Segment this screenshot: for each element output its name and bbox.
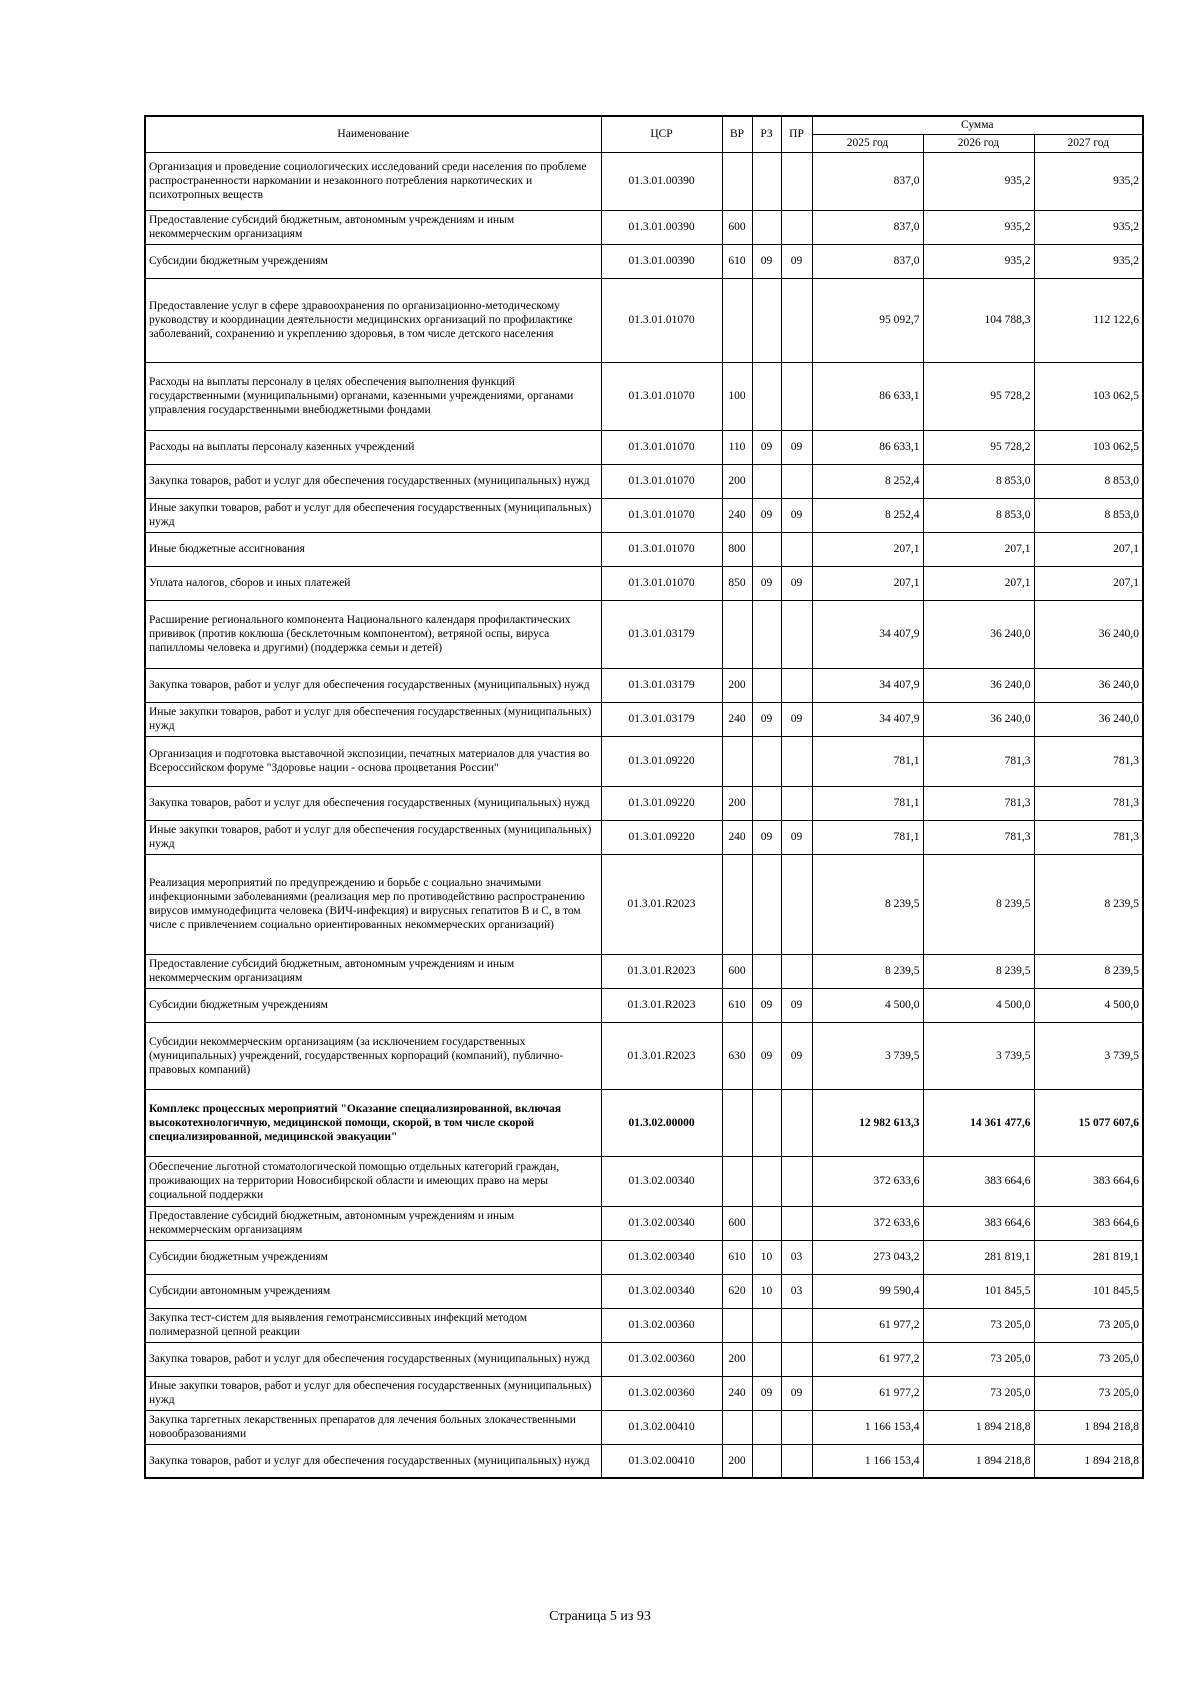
table-row (145, 1240, 1143, 1274)
cell-pr (781, 1089, 812, 1156)
cell-2025: 34 407,9 (812, 702, 923, 736)
cell-csr: 01.3.01.01070 (601, 430, 722, 464)
cell-rz (752, 464, 781, 498)
cell-csr: 01.3.01.R2023 (601, 988, 722, 1022)
header-pr: ПР (781, 116, 812, 152)
cell-vr: 610 (722, 988, 752, 1022)
cell-pr (781, 278, 812, 362)
cell-rz: 10 (752, 1274, 781, 1308)
cell-vr (722, 1308, 752, 1342)
cell-rz: 09 (752, 1376, 781, 1410)
cell-vr (722, 736, 752, 786)
budget-table (144, 115, 1144, 1479)
cell-csr: 01.3.01.00390 (601, 244, 722, 278)
table-header (145, 116, 1143, 152)
cell-2027: 383 664,6 (1034, 1156, 1143, 1206)
cell-name: Предоставление субсидий бюджетным, автономным учреждениям и иным некоммерческим организациям (145, 1206, 601, 1240)
table-row (145, 362, 1143, 430)
cell-vr: 850 (722, 566, 752, 600)
cell-2027: 73 205,0 (1034, 1308, 1143, 1342)
cell-pr: 03 (781, 1274, 812, 1308)
cell-vr (722, 600, 752, 668)
table-row (145, 1206, 1143, 1240)
cell-rz (752, 1308, 781, 1342)
cell-2025: 3 739,5 (812, 1022, 923, 1089)
cell-name: Расходы на выплаты персоналу в целях обеспечения выполнения функций государственными (муниципальными) органами, казенными учреждениями, органами управления государственными внебюджетными фондами (145, 362, 601, 430)
cell-rz (752, 1089, 781, 1156)
cell-pr: 09 (781, 1022, 812, 1089)
cell-rz (752, 786, 781, 820)
cell-csr: 01.3.02.00340 (601, 1240, 722, 1274)
cell-name: Субсидии автономным учреждениям (145, 1274, 601, 1308)
table-row (145, 668, 1143, 702)
table-row (145, 1444, 1143, 1478)
cell-2026: 3 739,5 (923, 1022, 1034, 1089)
cell-2027: 281 819,1 (1034, 1240, 1143, 1274)
table-row (145, 600, 1143, 668)
cell-rz (752, 278, 781, 362)
cell-name: Субсидии бюджетным учреждениям (145, 988, 601, 1022)
cell-pr (781, 954, 812, 988)
cell-vr: 600 (722, 210, 752, 244)
cell-csr: 01.3.02.00000 (601, 1089, 722, 1156)
cell-vr (722, 1410, 752, 1444)
cell-2026: 207,1 (923, 566, 1034, 600)
cell-2026: 935,2 (923, 152, 1034, 210)
cell-pr (781, 1410, 812, 1444)
cell-vr: 800 (722, 532, 752, 566)
cell-2025: 95 092,7 (812, 278, 923, 362)
cell-vr: 240 (722, 820, 752, 854)
cell-csr: 01.3.01.03179 (601, 668, 722, 702)
cell-csr: 01.3.01.03179 (601, 600, 722, 668)
table-row (145, 736, 1143, 786)
table-row (145, 854, 1143, 954)
cell-2026: 104 788,3 (923, 278, 1034, 362)
cell-2026: 8 239,5 (923, 854, 1034, 954)
cell-csr: 01.3.01.01070 (601, 498, 722, 532)
cell-2025: 61 977,2 (812, 1308, 923, 1342)
header-rz: РЗ (752, 116, 781, 152)
cell-pr: 09 (781, 1376, 812, 1410)
cell-2025: 4 500,0 (812, 988, 923, 1022)
cell-rz (752, 1444, 781, 1478)
cell-pr: 03 (781, 1240, 812, 1274)
cell-2026: 36 240,0 (923, 668, 1034, 702)
cell-2026: 781,3 (923, 820, 1034, 854)
cell-rz: 10 (752, 1240, 781, 1274)
cell-2025: 34 407,9 (812, 668, 923, 702)
header-year-2027: 2027 год (1034, 134, 1143, 152)
cell-vr: 240 (722, 498, 752, 532)
cell-name: Закупка товаров, работ и услуг для обеспечения государственных (муниципальных) нужд (145, 786, 601, 820)
cell-rz (752, 532, 781, 566)
cell-2025: 8 252,4 (812, 498, 923, 532)
cell-name: Комплекс процессных мероприятий "Оказание специализированной, включая высокотехнологичную, медицинской помощи, скорой, в том числе скорой специализированной, медицинской эвакуации" (145, 1089, 601, 1156)
cell-name: Предоставление субсидий бюджетным, автономным учреждениям и иным некоммерческим организациям (145, 954, 601, 988)
table-row (145, 532, 1143, 566)
cell-rz (752, 152, 781, 210)
cell-csr: 01.3.01.R2023 (601, 954, 722, 988)
cell-2026: 73 205,0 (923, 1376, 1034, 1410)
cell-csr: 01.3.02.00360 (601, 1308, 722, 1342)
cell-pr (781, 786, 812, 820)
cell-name: Иные закупки товаров, работ и услуг для обеспечения государственных (муниципальных) нужд (145, 1376, 601, 1410)
cell-2026: 781,3 (923, 786, 1034, 820)
cell-vr: 600 (722, 1206, 752, 1240)
cell-csr: 01.3.01.01070 (601, 532, 722, 566)
cell-vr (722, 854, 752, 954)
cell-2027: 1 894 218,8 (1034, 1444, 1143, 1478)
cell-rz: 09 (752, 566, 781, 600)
cell-2025: 61 977,2 (812, 1342, 923, 1376)
cell-vr: 200 (722, 464, 752, 498)
cell-rz (752, 854, 781, 954)
cell-2025: 781,1 (812, 786, 923, 820)
cell-rz (752, 1342, 781, 1376)
cell-rz (752, 1410, 781, 1444)
cell-rz: 09 (752, 430, 781, 464)
table-row (145, 464, 1143, 498)
cell-name: Иные закупки товаров, работ и услуг для обеспечения государственных (муниципальных) нужд (145, 498, 601, 532)
cell-2025: 1 166 153,4 (812, 1444, 923, 1478)
cell-2025: 781,1 (812, 736, 923, 786)
cell-2027: 8 853,0 (1034, 498, 1143, 532)
cell-2027: 207,1 (1034, 532, 1143, 566)
cell-2027: 36 240,0 (1034, 668, 1143, 702)
cell-name: Закупка товаров, работ и услуг для обеспечения государственных (муниципальных) нужд (145, 1342, 601, 1376)
cell-2025: 99 590,4 (812, 1274, 923, 1308)
cell-name: Закупка таргетных лекарственных препаратов для лечения больных злокачественными новообразованиями (145, 1410, 601, 1444)
cell-2027: 781,3 (1034, 820, 1143, 854)
cell-2027: 8 239,5 (1034, 854, 1143, 954)
cell-2027: 36 240,0 (1034, 702, 1143, 736)
cell-2027: 103 062,5 (1034, 430, 1143, 464)
cell-csr: 01.3.01.01070 (601, 566, 722, 600)
cell-csr: 01.3.01.R2023 (601, 1022, 722, 1089)
cell-2025: 837,0 (812, 210, 923, 244)
cell-pr (781, 1206, 812, 1240)
cell-rz: 09 (752, 702, 781, 736)
cell-pr: 09 (781, 244, 812, 278)
cell-rz: 09 (752, 498, 781, 532)
cell-vr: 610 (722, 1240, 752, 1274)
cell-vr (722, 152, 752, 210)
cell-pr (781, 152, 812, 210)
cell-2025: 207,1 (812, 566, 923, 600)
cell-csr: 01.3.01.09220 (601, 736, 722, 786)
cell-name: Закупка тест-систем для выявления гемотрансмиссивных инфекций методом полимеразной цепной реакции (145, 1308, 601, 1342)
cell-vr: 200 (722, 1342, 752, 1376)
table-row (145, 1410, 1143, 1444)
cell-vr (722, 278, 752, 362)
header-year-2025: 2025 год (812, 134, 923, 152)
table-row (145, 1342, 1143, 1376)
cell-pr (781, 1156, 812, 1206)
cell-2027: 73 205,0 (1034, 1376, 1143, 1410)
cell-2025: 86 633,1 (812, 430, 923, 464)
cell-2026: 73 205,0 (923, 1308, 1034, 1342)
table-row (145, 430, 1143, 464)
cell-pr (781, 464, 812, 498)
header-vr: ВР (722, 116, 752, 152)
cell-pr: 09 (781, 430, 812, 464)
cell-2026: 8 239,5 (923, 954, 1034, 988)
cell-vr: 600 (722, 954, 752, 988)
cell-name: Обеспечение льготной стоматологической помощью отдельных категорий граждан, проживающих на территории Новосибирской области и имеющих право на меры социальной поддержки (145, 1156, 601, 1206)
table-row (145, 1376, 1143, 1410)
table-row (145, 566, 1143, 600)
cell-rz: 09 (752, 1022, 781, 1089)
cell-pr: 09 (781, 702, 812, 736)
cell-2025: 34 407,9 (812, 600, 923, 668)
cell-2027: 4 500,0 (1034, 988, 1143, 1022)
table-row (145, 210, 1143, 244)
cell-name: Субсидии некоммерческим организациям (за исключением государственных (муниципальных) учреждений, государственных корпораций (компаний), публично-правовых компаний) (145, 1022, 601, 1089)
cell-csr: 01.3.02.00410 (601, 1410, 722, 1444)
cell-csr: 01.3.02.00340 (601, 1274, 722, 1308)
table-body (145, 152, 1143, 1478)
cell-2026: 95 728,2 (923, 430, 1034, 464)
cell-rz: 09 (752, 988, 781, 1022)
table-row (145, 1022, 1143, 1089)
cell-2025: 372 633,6 (812, 1156, 923, 1206)
cell-2027: 101 845,5 (1034, 1274, 1143, 1308)
cell-pr (781, 210, 812, 244)
cell-pr (781, 600, 812, 668)
cell-2025: 837,0 (812, 244, 923, 278)
table-row (145, 244, 1143, 278)
cell-vr: 240 (722, 702, 752, 736)
cell-2025: 837,0 (812, 152, 923, 210)
cell-2026: 36 240,0 (923, 702, 1034, 736)
cell-name: Закупка товаров, работ и услуг для обеспечения государственных (муниципальных) нужд (145, 464, 601, 498)
table-row (145, 786, 1143, 820)
cell-2027: 1 894 218,8 (1034, 1410, 1143, 1444)
cell-pr (781, 532, 812, 566)
cell-csr: 01.3.01.03179 (601, 702, 722, 736)
cell-2026: 4 500,0 (923, 988, 1034, 1022)
cell-2026: 281 819,1 (923, 1240, 1034, 1274)
cell-2025: 273 043,2 (812, 1240, 923, 1274)
table-row (145, 498, 1143, 532)
cell-2025: 781,1 (812, 820, 923, 854)
cell-2025: 1 166 153,4 (812, 1410, 923, 1444)
cell-rz: 09 (752, 820, 781, 854)
header-csr: ЦСР (601, 116, 722, 152)
cell-csr: 01.3.01.00390 (601, 152, 722, 210)
cell-rz (752, 668, 781, 702)
cell-2026: 36 240,0 (923, 600, 1034, 668)
header-sum: Сумма (812, 116, 1143, 134)
cell-2026: 1 894 218,8 (923, 1410, 1034, 1444)
cell-vr (722, 1089, 752, 1156)
table-row (145, 820, 1143, 854)
table-row (145, 152, 1143, 210)
cell-2026: 207,1 (923, 532, 1034, 566)
cell-2026: 8 853,0 (923, 464, 1034, 498)
cell-vr: 200 (722, 668, 752, 702)
cell-2027: 781,3 (1034, 736, 1143, 786)
cell-pr: 09 (781, 988, 812, 1022)
cell-rz (752, 736, 781, 786)
cell-name: Иные закупки товаров, работ и услуг для обеспечения государственных (муниципальных) нужд (145, 702, 601, 736)
cell-2026: 73 205,0 (923, 1342, 1034, 1376)
cell-pr (781, 1308, 812, 1342)
cell-csr: 01.3.01.00390 (601, 210, 722, 244)
cell-name: Субсидии бюджетным учреждениям (145, 1240, 601, 1274)
cell-2025: 8 239,5 (812, 954, 923, 988)
header-year-2026: 2026 год (923, 134, 1034, 152)
cell-name: Иные закупки товаров, работ и услуг для обеспечения государственных (муниципальных) нужд (145, 820, 601, 854)
table-row (145, 702, 1143, 736)
cell-csr: 01.3.01.01070 (601, 362, 722, 430)
cell-2027: 8 239,5 (1034, 954, 1143, 988)
cell-2026: 383 664,6 (923, 1206, 1034, 1240)
cell-2027: 103 062,5 (1034, 362, 1143, 430)
cell-csr: 01.3.01.01070 (601, 464, 722, 498)
cell-2025: 8 239,5 (812, 854, 923, 954)
cell-pr (781, 736, 812, 786)
cell-name: Закупка товаров, работ и услуг для обеспечения государственных (муниципальных) нужд (145, 1444, 601, 1478)
cell-pr (781, 362, 812, 430)
cell-2026: 1 894 218,8 (923, 1444, 1034, 1478)
page-number: Страница 5 из 93 (549, 1609, 651, 1624)
cell-2027: 935,2 (1034, 152, 1143, 210)
cell-pr (781, 1444, 812, 1478)
cell-csr: 01.3.01.09220 (601, 820, 722, 854)
cell-2027: 935,2 (1034, 244, 1143, 278)
cell-vr: 610 (722, 244, 752, 278)
cell-name: Организация и подготовка выставочной экспозиции, печатных материалов для участия во Всероссийском форуме "Здоровье нации - основа процветания России" (145, 736, 601, 786)
cell-pr: 09 (781, 566, 812, 600)
cell-pr: 09 (781, 820, 812, 854)
cell-rz (752, 1156, 781, 1206)
header-name: Наименование (145, 116, 601, 152)
cell-pr: 09 (781, 498, 812, 532)
cell-vr: 200 (722, 1444, 752, 1478)
cell-csr: 01.3.02.00340 (601, 1206, 722, 1240)
cell-rz (752, 600, 781, 668)
cell-2027: 112 122,6 (1034, 278, 1143, 362)
cell-pr (781, 854, 812, 954)
cell-csr: 01.3.02.00410 (601, 1444, 722, 1478)
cell-vr: 110 (722, 430, 752, 464)
cell-vr (722, 1156, 752, 1206)
cell-csr: 01.3.02.00360 (601, 1376, 722, 1410)
cell-2027: 15 077 607,6 (1034, 1089, 1143, 1156)
cell-2027: 383 664,6 (1034, 1206, 1143, 1240)
table-row (145, 278, 1143, 362)
cell-csr: 01.3.02.00340 (601, 1156, 722, 1206)
cell-vr: 630 (722, 1022, 752, 1089)
cell-rz (752, 362, 781, 430)
cell-2026: 101 845,5 (923, 1274, 1034, 1308)
cell-2025: 61 977,2 (812, 1376, 923, 1410)
cell-2025: 372 633,6 (812, 1206, 923, 1240)
cell-2025: 86 633,1 (812, 362, 923, 430)
cell-name: Реализация мероприятий по предупреждению и борьбе с социально значимыми инфекционными заболеваниями (реализация мер по противодействию распространению вирусов иммунодефицита человека (ВИЧ-инфекция) и вирусных гепатитов В и С, в том числе с привлечением социально ориентированных некоммерческих организаций) (145, 854, 601, 954)
cell-name: Расширение регионального компонента Национального календаря профилактических прививок (против коклюша (бесклеточным компонентом), ветряной оспы, вируса папилломы человека и другими) (поддержка семьи и детей) (145, 600, 601, 668)
cell-name: Расходы на выплаты персоналу казенных учреждений (145, 430, 601, 464)
table-row (145, 954, 1143, 988)
table-row (145, 1274, 1143, 1308)
table-row (145, 988, 1143, 1022)
cell-2025: 207,1 (812, 532, 923, 566)
cell-2026: 383 664,6 (923, 1156, 1034, 1206)
cell-2026: 781,3 (923, 736, 1034, 786)
cell-rz (752, 210, 781, 244)
cell-name: Предоставление субсидий бюджетным, автономным учреждениям и иным некоммерческим организациям (145, 210, 601, 244)
cell-2026: 14 361 477,6 (923, 1089, 1034, 1156)
cell-2026: 95 728,2 (923, 362, 1034, 430)
cell-pr (781, 668, 812, 702)
cell-vr: 620 (722, 1274, 752, 1308)
cell-name: Уплата налогов, сборов и иных платежей (145, 566, 601, 600)
cell-name: Предоставление услуг в сфере здравоохранения по организационно-методическому руководству и координации деятельности медицинских организаций по профилактике заболеваний, сохранению и укреплению здоровья, в том числе детского населения (145, 278, 601, 362)
cell-2026: 935,2 (923, 244, 1034, 278)
cell-name: Субсидии бюджетным учреждениям (145, 244, 601, 278)
cell-name: Иные бюджетные ассигнования (145, 532, 601, 566)
cell-vr: 200 (722, 786, 752, 820)
cell-csr: 01.3.01.09220 (601, 786, 722, 820)
table-row (145, 1089, 1143, 1156)
cell-name: Организация и проведение социологических исследований среди населения по проблеме распространенности наркомании и незаконного потребления наркотических и психотропных веществ (145, 152, 601, 210)
cell-2026: 935,2 (923, 210, 1034, 244)
cell-2027: 36 240,0 (1034, 600, 1143, 668)
cell-rz: 09 (752, 244, 781, 278)
cell-2027: 781,3 (1034, 786, 1143, 820)
cell-vr: 240 (722, 1376, 752, 1410)
cell-2026: 8 853,0 (923, 498, 1034, 532)
cell-2027: 207,1 (1034, 566, 1143, 600)
cell-csr: 01.3.01.R2023 (601, 854, 722, 954)
cell-csr: 01.3.02.00360 (601, 1342, 722, 1376)
cell-rz (752, 1206, 781, 1240)
cell-2027: 73 205,0 (1034, 1342, 1143, 1376)
cell-name: Закупка товаров, работ и услуг для обеспечения государственных (муниципальных) нужд (145, 668, 601, 702)
cell-2027: 935,2 (1034, 210, 1143, 244)
cell-2027: 3 739,5 (1034, 1022, 1143, 1089)
cell-2025: 8 252,4 (812, 464, 923, 498)
cell-2027: 8 853,0 (1034, 464, 1143, 498)
cell-vr: 100 (722, 362, 752, 430)
table-row (145, 1308, 1143, 1342)
cell-rz (752, 954, 781, 988)
table-row (145, 1156, 1143, 1206)
cell-2025: 12 982 613,3 (812, 1089, 923, 1156)
cell-csr: 01.3.01.01070 (601, 278, 722, 362)
cell-pr (781, 1342, 812, 1376)
